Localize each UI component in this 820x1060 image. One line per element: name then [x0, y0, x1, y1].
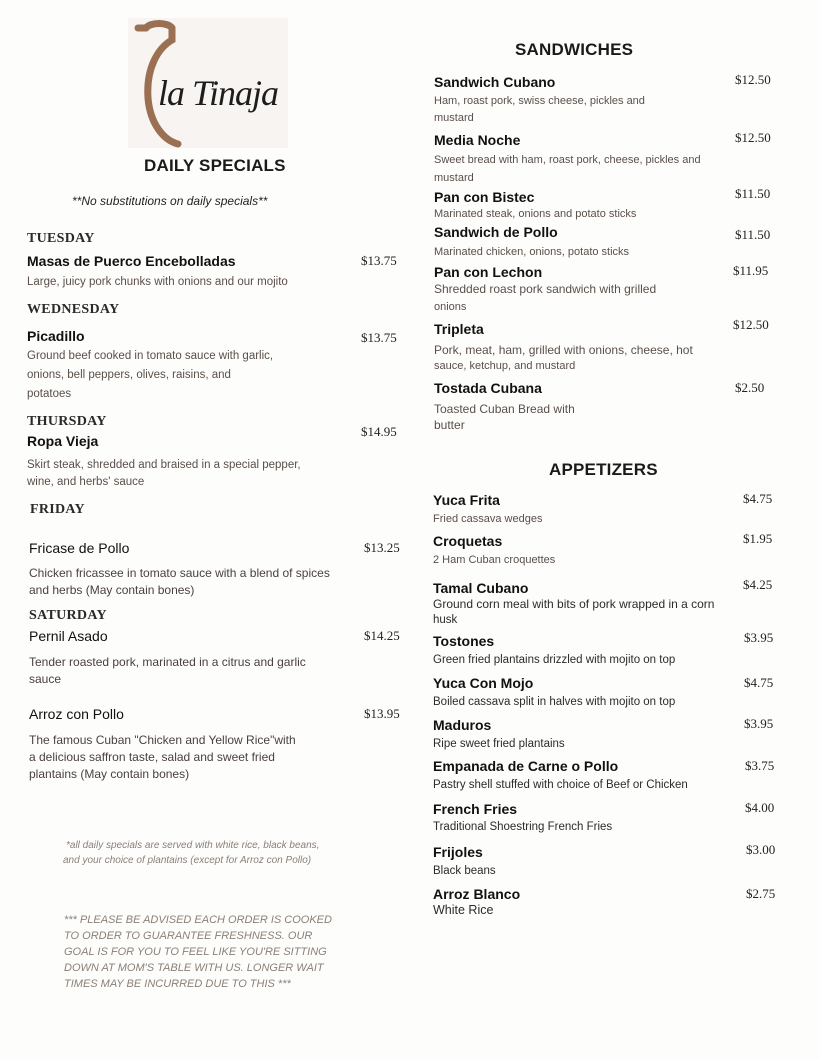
- dish-name: Arroz con Pollo: [29, 706, 124, 722]
- appetizer-name: Arroz Blanco: [433, 886, 521, 902]
- day-thursday: THURSDAY: [27, 414, 107, 429]
- appetizer-desc: White Rice: [433, 903, 494, 917]
- appetizer-desc: Fried cassava wedges: [433, 513, 543, 525]
- dish-price: $14.95: [361, 424, 397, 439]
- sandwich-desc: sauce, ketchup, and mustard: [434, 360, 576, 372]
- sandwich-name: Media Noche: [434, 132, 521, 148]
- appetizer-price: $3.95: [744, 716, 774, 731]
- appetizer-name: Tamal Cubano: [433, 580, 529, 596]
- appetizer-desc: Ground corn meal with bits of pork wrapped in a corn: [433, 597, 715, 611]
- appetizer-price: $4.25: [743, 577, 773, 592]
- sandwich-desc: Shredded roast pork sandwich with grilled: [434, 282, 657, 296]
- sandwich-desc: Toasted Cuban Bread with: [434, 402, 575, 416]
- sandwich-desc: mustard: [434, 172, 474, 184]
- sandwich-desc: Marinated chicken, onions, potato sticks: [434, 246, 630, 258]
- appetizer-price: $2.75: [746, 886, 776, 901]
- dish-name: Ropa Vieja: [27, 433, 99, 449]
- appetizer-desc: Black beans: [433, 865, 496, 877]
- dish-desc: and herbs (May contain bones): [29, 583, 195, 597]
- appetizers-title: APPETIZERS: [549, 460, 658, 479]
- appetizer-name: Maduros: [433, 717, 492, 733]
- appetizer-price: $4.00: [745, 800, 775, 815]
- sandwich-price: $2.50: [735, 380, 765, 395]
- appetizer-desc: husk: [433, 614, 458, 626]
- appetizer-name: French Fries: [433, 801, 518, 817]
- sandwiches-title: SANDWICHES: [515, 40, 634, 59]
- appetizer-name: Frijoles: [433, 844, 483, 860]
- appetizer-name: Tostones: [433, 633, 495, 649]
- day-friday: FRIDAY: [30, 502, 85, 517]
- appetizer-desc: Green fried plantains drizzled with mojito on top: [433, 654, 676, 666]
- sandwich-desc: butter: [434, 418, 465, 432]
- logo-text: la Tinaja: [158, 73, 279, 113]
- dish-desc: potatoes: [27, 388, 72, 400]
- sandwich-price: $11.95: [733, 263, 769, 278]
- appetizer-price: $3.75: [745, 758, 775, 773]
- sandwich-name: Pan con Bistec: [434, 189, 535, 205]
- sandwich-name: Sandwich de Pollo: [434, 224, 558, 240]
- dish-desc: a delicious saffron taste, salad and sweet fried: [29, 750, 275, 764]
- day-wednesday: WEDNESDAY: [27, 302, 120, 317]
- appetizer-desc: Ripe sweet fried plantains: [433, 738, 565, 750]
- advisory-note: GOAL IS FOR YOU TO FEEL LIKE YOU'RE SITTING: [64, 946, 327, 958]
- dish-name: Masas de Puerco Encebolladas: [27, 253, 236, 269]
- day-saturday: SATURDAY: [29, 608, 107, 623]
- dish-name: Pernil Asado: [29, 628, 108, 644]
- appetizer-name: Empanada de Carne o Pollo: [433, 758, 619, 774]
- sandwich-desc: Sweet bread with ham, roast pork, cheese, pickles and: [434, 154, 701, 166]
- appetizer-price: $4.75: [743, 491, 773, 506]
- dish-desc: Large, juicy pork chunks with onions and our mojito: [27, 276, 288, 288]
- dish-desc: onions, bell peppers, olives, raisins, and: [27, 369, 231, 381]
- dish-desc: Ground beef cooked in tomato sauce with garlic,: [27, 350, 274, 362]
- appetizer-name: Yuca Frita: [433, 492, 500, 508]
- dish-desc: The famous Cuban "Chicken and Yellow Rice"with: [29, 733, 296, 747]
- sandwich-price: $11.50: [735, 186, 771, 201]
- sandwich-price: $12.50: [735, 130, 771, 145]
- sandwich-price: $12.50: [735, 72, 771, 87]
- dish-desc: sauce: [29, 672, 62, 686]
- appetizer-price: $3.95: [744, 630, 774, 645]
- dish-price: $14.25: [364, 628, 400, 643]
- sandwich-desc: Pork, meat, ham, grilled with onions, cheese, hot: [434, 343, 693, 357]
- day-tuesday: TUESDAY: [27, 231, 95, 246]
- dish-name: Fricase de Pollo: [29, 540, 130, 556]
- sandwich-price: $11.50: [735, 227, 771, 242]
- advisory-note: TIMES MAY BE INCURRED DUE TO THIS ***: [64, 978, 291, 990]
- appetizer-desc: 2 Ham Cuban croquettes: [433, 554, 556, 566]
- dish-price: $13.95: [364, 706, 400, 721]
- dish-desc: wine, and herbs' sauce: [27, 476, 145, 488]
- sandwich-name: Tostada Cubana: [434, 380, 542, 396]
- appetizer-desc: Pastry shell stuffed with choice of Beef or Chicken: [433, 779, 688, 791]
- sandwich-name: Sandwich Cubano: [434, 74, 556, 90]
- no-substitutions-note: **No substitutions on daily specials**: [72, 194, 268, 208]
- dish-price: $13.25: [364, 540, 400, 555]
- sandwich-desc: Ham, roast pork, swiss cheese, pickles and: [434, 95, 645, 107]
- dish-name: Picadillo: [27, 328, 85, 344]
- advisory-note: TO ORDER TO GUARANTEE FRESHNESS. OUR: [64, 930, 313, 942]
- appetizer-desc: Traditional Shoestring French Fries: [433, 821, 613, 833]
- dish-price: $13.75: [361, 330, 397, 345]
- logo: [128, 18, 288, 148]
- sandwich-name: Tripleta: [434, 321, 484, 337]
- appetizer-price: $3.00: [746, 842, 776, 857]
- dish-desc: Tender roasted pork, marinated in a citrus and garlic: [29, 655, 306, 669]
- daily-specials-title: DAILY SPECIALS: [144, 156, 286, 175]
- appetizer-name: Yuca Con Mojo: [433, 675, 534, 691]
- served-note: *all daily specials are served with white rice, black beans,: [66, 840, 320, 851]
- dish-price: $13.75: [361, 253, 397, 268]
- sandwich-desc: onions: [434, 301, 467, 313]
- sandwich-price: $12.50: [733, 317, 769, 332]
- sandwich-desc: Marinated steak, onions and potato sticks: [434, 208, 637, 220]
- dish-desc: Skirt steak, shredded and braised in a special pepper,: [27, 459, 301, 471]
- served-note: and your choice of plantains (except for Arroz con Pollo): [63, 855, 312, 866]
- sandwich-name: Pan con Lechon: [434, 264, 543, 280]
- appetizer-price: $1.95: [743, 531, 773, 546]
- advisory-note: DOWN AT MOM'S TABLE WITH US. LONGER WAIT: [64, 962, 324, 974]
- sandwich-desc: mustard: [434, 112, 474, 124]
- appetizer-price: $4.75: [744, 675, 774, 690]
- dish-desc: plantains (May contain bones): [29, 767, 190, 781]
- appetizer-name: Croquetas: [433, 533, 503, 549]
- dish-desc: Chicken fricassee in tomato sauce with a blend of spices: [29, 566, 330, 580]
- advisory-note: *** PLEASE BE ADVISED EACH ORDER IS COOKED: [64, 914, 332, 926]
- appetizer-desc: Boiled cassava split in halves with mojito on top: [433, 696, 676, 708]
